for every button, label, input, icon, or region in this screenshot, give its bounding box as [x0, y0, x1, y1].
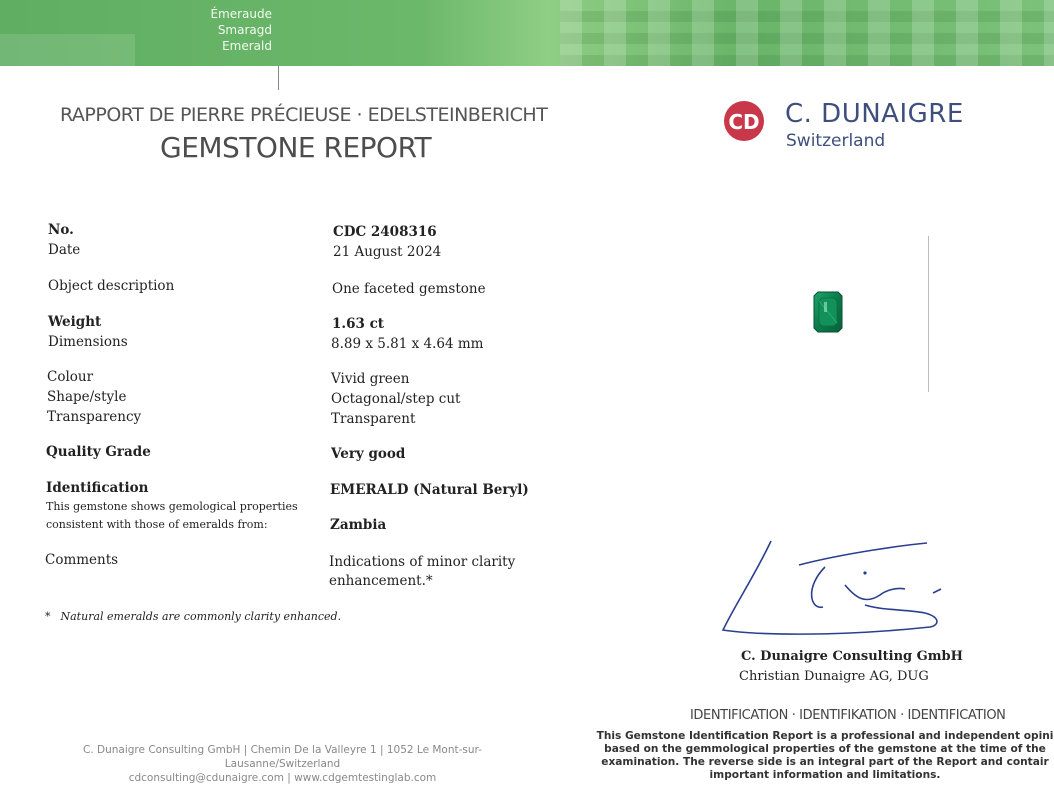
identification-note-1: This gemstone shows gemological properties [46, 500, 298, 513]
logo-letters: CD [728, 110, 760, 134]
disclaimer-line-1: This Gemstone Identification Report is a professional and independent opini [596, 730, 1054, 742]
weight-value: 1.63 ct [332, 316, 385, 332]
disclaimer-line-2: based on the gemmological properties of the gemstone at the time of the [604, 743, 1046, 755]
shape-value: Octagonal/step cut [331, 391, 461, 407]
photo-divider [928, 236, 929, 392]
report-title: GEMSTONE REPORT [160, 131, 432, 164]
gem-name-fr: Émeraude [210, 7, 272, 21]
origin-value: Zambia [330, 517, 387, 533]
comments-value-1: Indications of minor clarity [329, 554, 516, 570]
identification-label: Identification [46, 480, 149, 496]
brand-name: C. DUNAIGRE [785, 99, 964, 129]
date-label: Date [48, 242, 81, 258]
banner-divider [278, 66, 279, 90]
colour-value: Vivid green [331, 371, 410, 387]
gem-name-de: Smaragd [217, 23, 272, 37]
disclaimer-line-4: important information and limitations. [709, 769, 941, 781]
banner-pattern [560, 0, 1054, 66]
signature-icon [715, 535, 947, 645]
dimensions-label: Dimensions [48, 334, 128, 350]
weight-label: Weight [48, 314, 102, 330]
gem-name-en: Emerald [222, 39, 272, 53]
disclaimer-line-3: examination. The reverse side is an integral part of the Report and contair [601, 756, 1049, 768]
footnote-marker: * [45, 610, 51, 623]
brand-country: Switzerland [786, 131, 886, 151]
date-value: 21 August 2024 [333, 244, 442, 260]
emerald-photo [812, 290, 844, 334]
report-subtitle: RAPPORT DE PIERRE PRÉCIEUSE · EDELSTEINBERICHT [60, 104, 548, 126]
footnote [45, 610, 341, 623]
footer-contact: cdconsulting@cdunaigre.com | www.cdgemtestinglab.com [128, 772, 437, 784]
identification-note-2: consistent with those of emeralds from: [46, 518, 268, 531]
comments-label: Comments [45, 552, 119, 568]
identification-value: EMERALD (Natural Beryl) [330, 482, 529, 498]
footer-address: C. Dunaigre Consulting GmbH | Chemin De la Valleyre 1 | 1052 Le Mont-sur-Lausanne/Switzerland [83, 744, 482, 770]
gem-names [150, 6, 272, 54]
shape-label: Shape/style [47, 389, 127, 405]
signatory-name: Christian Dunaigre AG, DUG [739, 669, 929, 684]
cd-logo-icon [722, 100, 766, 142]
transparency-label: Transparency [47, 409, 142, 425]
no-value: CDC 2408316 [333, 224, 437, 240]
colour-label: Colour [47, 369, 94, 385]
object-label: Object description [48, 278, 175, 294]
disclaimer [596, 730, 1054, 782]
comments-value-2: enhancement.* [329, 573, 433, 589]
transparency-value: Transparent [331, 411, 416, 427]
banner-block [0, 34, 135, 66]
quality-label: Quality Grade [46, 444, 151, 460]
identification-heading: IDENTIFICATION · IDENTIFIKATION · IDENTIFICATION [690, 708, 1006, 723]
top-banner [0, 0, 1054, 66]
footnote-text: Natural emeralds are commonly clarity enhanced. [60, 610, 342, 623]
no-label: No. [48, 222, 74, 238]
dimensions-value: 8.89 x 5.81 x 4.64 mm [331, 336, 484, 352]
signatory-company: C. Dunaigre Consulting GmbH [741, 649, 963, 664]
footer [40, 743, 525, 785]
object-value: One faceted gemstone [332, 281, 486, 297]
quality-value: Very good [331, 446, 406, 462]
